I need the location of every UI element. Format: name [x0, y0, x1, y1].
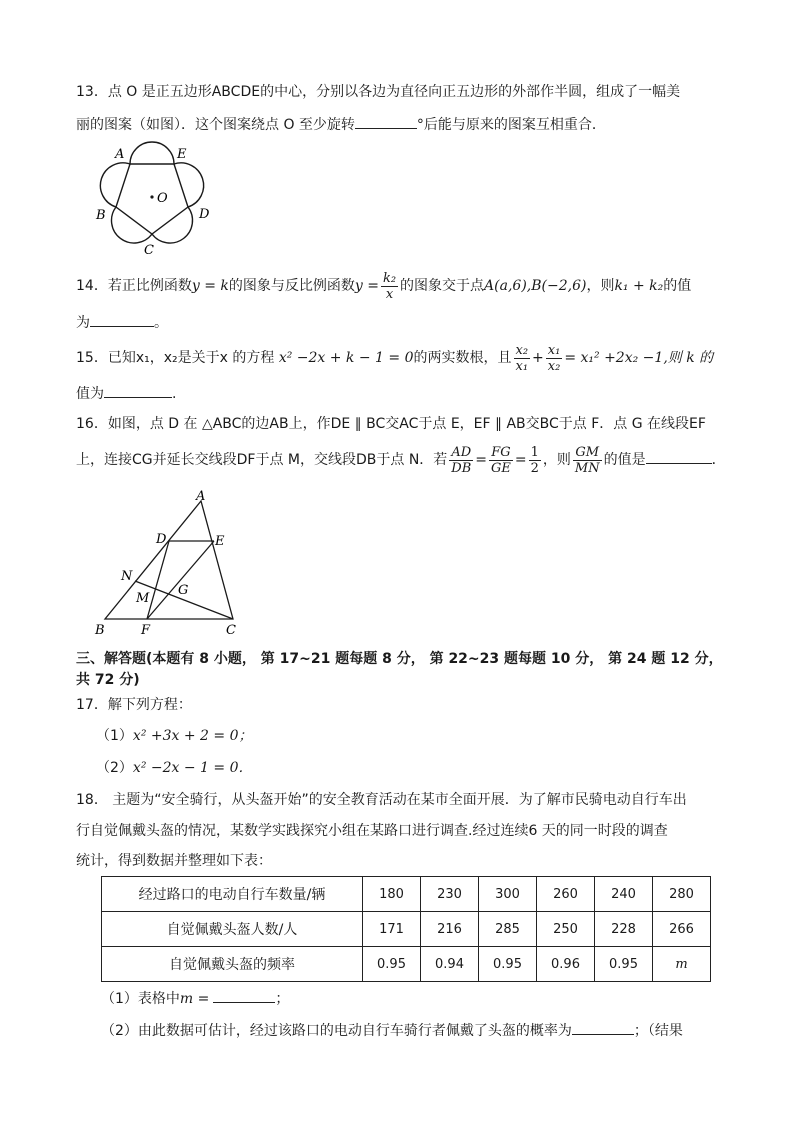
- table-cell: 0.95: [363, 947, 421, 982]
- table-row: [102, 912, 711, 947]
- table-cell: 300: [479, 877, 537, 912]
- center-point-o: [150, 195, 153, 198]
- table-cell: 171: [363, 912, 421, 947]
- label-d: D: [156, 532, 167, 547]
- table-cell: 228: [595, 912, 653, 947]
- q18-sub2: [101, 1020, 683, 1041]
- q15-fraction1: [514, 343, 531, 374]
- q16-eq1: =: [475, 452, 488, 468]
- q15-f1-den: x₁: [515, 358, 529, 374]
- q16-text-end: 的值是: [603, 452, 646, 468]
- survey-table: [101, 876, 711, 982]
- table-row: [102, 877, 711, 912]
- label-n: N: [121, 569, 133, 584]
- q17-title: 17．解下列方程：: [76, 697, 192, 713]
- q14-text1: 14．若正比例函数: [76, 278, 192, 294]
- triangle-abc: [105, 501, 233, 619]
- table-cell: 240: [595, 877, 653, 912]
- q18-line2: 行自觉佩戴头盔的情况，某数学实践探究小组在某路口进行调查.经过连续6 天的同一时段的调查: [76, 823, 668, 839]
- q14-text4: ，则: [586, 278, 615, 294]
- q17-p1-eq: x² +3x + 2 = 0；: [132, 728, 253, 744]
- q17-p2-label: （2）: [96, 760, 133, 776]
- semicircle-dc: [152, 207, 193, 243]
- q16-f3-num: 1: [530, 444, 539, 460]
- q13-line2: [76, 114, 606, 135]
- q14-frac-num: k₂: [382, 270, 397, 286]
- semicircle-ed: [174, 163, 204, 207]
- q16-f4-den: MN: [574, 460, 600, 476]
- q16-fraction-ad-db: [449, 445, 473, 476]
- q18-sub1-var: m =: [179, 991, 210, 1007]
- table-cell: 0.96: [537, 947, 595, 982]
- table-cell: 230: [421, 877, 479, 912]
- q18-sub1-pre: （1）表格中: [101, 991, 180, 1007]
- q15-f2-num: x₁: [547, 342, 561, 358]
- q15-line2-end: .: [172, 386, 177, 402]
- q14-sum: k₁ + k₂: [614, 278, 664, 294]
- q17-p1-label: （1）: [96, 728, 133, 744]
- q16-f1-den: DB: [451, 460, 472, 476]
- q15-text3: = x₁² +2x₂ −1,则 k 的: [564, 350, 714, 366]
- q18-sub2-end: ；（结果: [633, 1023, 683, 1039]
- label-c: C: [144, 243, 154, 258]
- q18-sub1: [101, 988, 289, 1009]
- q16-line1: 16．如图，点 D 在 △ABC的边AB上，作DE ∥ BC交AC于点 E，EF ∥ AB交BC于点 F．点 G 在线段EF: [76, 416, 706, 432]
- label-m: M: [136, 591, 150, 606]
- q14-points: A(a,6),B(−2,6): [484, 278, 587, 294]
- q13-line2-post: °后能与原来的图案互相重合．: [416, 117, 606, 133]
- q15-fraction2: [546, 343, 563, 374]
- q16-fraction-fg-ge: [489, 445, 513, 476]
- q18-sub1-end: ；: [275, 991, 290, 1007]
- section3-title-line1: 三、解答题(本题有 8 小题， 第 17~21 题每题 8 分， 第 22~23 题每题 10 分， 第 24 题 12 分，: [76, 651, 723, 667]
- q14-answer-blank[interactable]: [90, 312, 154, 327]
- label-c: C: [226, 623, 236, 638]
- q18-probability-blank[interactable]: [572, 1020, 634, 1035]
- q16-answer-blank[interactable]: [646, 449, 712, 464]
- q16-then: ，则: [542, 452, 571, 468]
- q16-dot: ．: [711, 452, 726, 468]
- label-a: A: [196, 489, 206, 504]
- table-cell: 0.95: [479, 947, 537, 982]
- q18-line3: 统计，得到数据并整理如下表：: [76, 853, 272, 869]
- q18-m-answer-blank[interactable]: [213, 988, 275, 1003]
- q17-part1: [96, 726, 253, 746]
- pentagon-figure: [88, 140, 228, 265]
- q15-f1-num: x₂: [515, 342, 529, 358]
- q16-f3-den: 2: [530, 460, 539, 476]
- q14-func2: y =: [354, 278, 379, 294]
- table-cell: 0.94: [421, 947, 479, 982]
- q16-line2: [76, 443, 726, 477]
- q16-f2-den: GE: [491, 460, 511, 476]
- label-a: A: [115, 147, 125, 162]
- q13-line1: 13．点 O 是正五边形ABCDE的中心，分别以各边为直径向正五边形的外部作半圆，组成了一幅美: [76, 84, 681, 100]
- label-e: E: [215, 534, 225, 549]
- table-cell: 280: [653, 877, 711, 912]
- label-f: F: [141, 623, 151, 638]
- q14-line2: [76, 312, 168, 333]
- table-cell: 180: [363, 877, 421, 912]
- q15-line1: [76, 341, 713, 375]
- q16-f4-num: GM: [573, 445, 602, 461]
- table-row: [102, 947, 711, 982]
- segment-df: [147, 541, 169, 619]
- q16-fraction-half: [529, 445, 541, 476]
- q14-text5: 的值: [663, 278, 692, 294]
- table-cell: 250: [537, 912, 595, 947]
- q18-sub2-pre: （2）由此数据可估计，经过该路口的电动自行车骑行者佩戴了头盔的概率为: [101, 1023, 572, 1039]
- q14-func1: y = k: [191, 278, 229, 294]
- semicircle-ae: [130, 142, 174, 164]
- row-label: 经过路口的电动自行车数量/辆: [102, 877, 363, 912]
- table-cell: 216: [421, 912, 479, 947]
- q14-line2-end: 。: [154, 315, 168, 331]
- q14-line2-text: 为: [76, 315, 90, 331]
- label-o: O: [157, 191, 168, 206]
- q16-eq2: =: [514, 452, 527, 468]
- q14-fraction: [381, 271, 398, 302]
- section3-title-line2: 共 72 分): [76, 672, 140, 688]
- row-label: 自觉佩戴头盔人数/人: [102, 912, 363, 947]
- q15-plus: +: [532, 350, 544, 366]
- q15-text2: 的两实数根，且: [413, 350, 512, 366]
- q16-f1-num: AD: [449, 445, 473, 461]
- label-d: D: [199, 207, 210, 222]
- semicircle-cb: [112, 207, 152, 243]
- q14-text3: 的图象交于点: [400, 278, 485, 294]
- q15-equation: x² −2x + k − 1 = 0: [278, 350, 414, 366]
- table-cell: 260: [537, 877, 595, 912]
- q16-fraction-gm-mn: [573, 445, 602, 476]
- q13-answer-blank[interactable]: [355, 114, 417, 129]
- semicircle-ba: [100, 163, 130, 207]
- q18-line1: 18． 主题为“安全骑行，从头盔开始”的安全教育活动在某市全面开展．为了解市民骑电动自行车出: [76, 792, 687, 808]
- q13-line2-pre: 丽的图案（如图）．这个图案绕点 O 至少旋转: [76, 117, 355, 133]
- label-b: B: [96, 208, 106, 223]
- q15-text1: 15．已知x₁，x₂是关于x 的方程: [76, 350, 275, 366]
- pentagon-shape: [116, 164, 188, 234]
- label-e: E: [177, 147, 187, 162]
- q15-line2-text: 值为: [76, 386, 104, 402]
- label-b: B: [95, 623, 105, 638]
- q16-f2-num: FG: [489, 445, 513, 461]
- q17-p2-eq: x² −2x − 1 = 0．: [132, 760, 253, 776]
- table-cell: 266: [653, 912, 711, 947]
- q15-f2-den: x₂: [547, 358, 561, 374]
- q17-part2: [96, 758, 253, 778]
- q14-line1: [76, 270, 691, 302]
- q14-frac-den: x: [385, 286, 394, 302]
- q14-text2: 的图象与反比例函数: [228, 278, 355, 294]
- label-g: G: [178, 583, 189, 598]
- q16-line2-pre: 上，连接CG并延长交线段DF于点 M，交线段DB于点 N．若: [76, 452, 448, 468]
- table-cell: 0.95: [595, 947, 653, 982]
- triangle-figure: [92, 486, 252, 641]
- row-label: 自觉佩戴头盔的频率: [102, 947, 363, 982]
- q15-answer-blank[interactable]: [104, 383, 172, 398]
- table-cell: m: [653, 947, 711, 982]
- q15-line2: [76, 383, 176, 404]
- table-cell: 285: [479, 912, 537, 947]
